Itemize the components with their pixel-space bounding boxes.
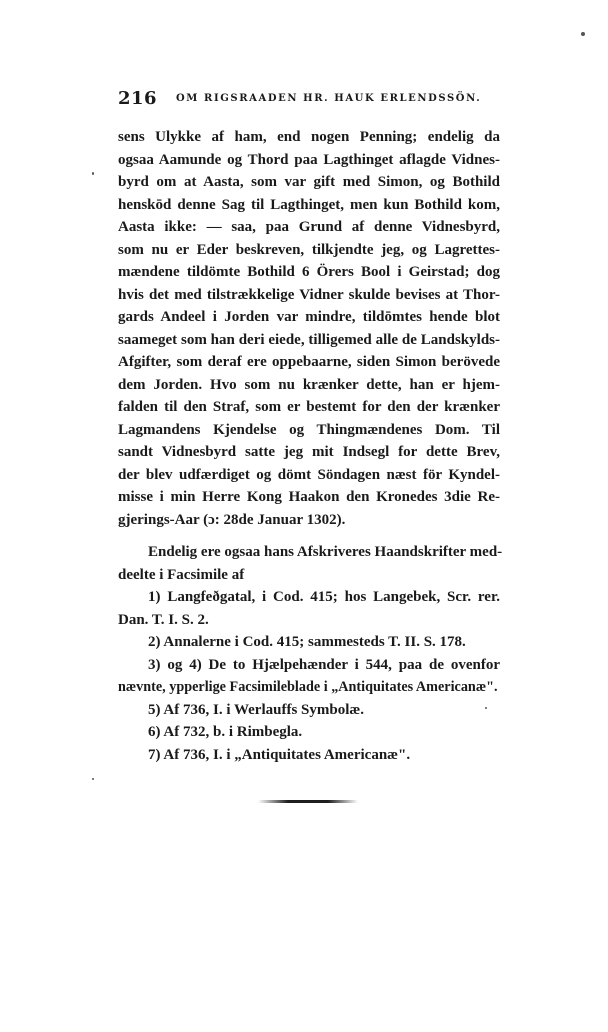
text-line: Lagmandens Kjendelse og Thingmændenes Dom. Til [118, 421, 500, 438]
running-head: OM RIGSRAADEN HR. HAUK ERLENDSSÖN. [176, 93, 482, 104]
text-line: Afgifter, som deraf ere oppebaarne, siden Simon berövede [118, 354, 500, 370]
text-line: hvis det med tilstrækkelige Vidner skulde bevises at Thor- [118, 286, 500, 303]
text-line: Endelig ere ogsaa hans Afskriveres Haandskrifter med- [148, 544, 503, 560]
paper-speck [92, 778, 94, 780]
page-number: 216 [118, 88, 158, 109]
paragraph-charter-text [118, 126, 500, 531]
text-line: misse i min Herre Kong Haakon den Kronedes 3die Re- [118, 489, 500, 505]
text-line: deelte i Facsimile af [118, 566, 245, 583]
text-line: gards Andeel i Jorden var mindre, tildōmtes hende blot [118, 309, 500, 325]
list-item: 6) Af 732, b. i Rimbegla. [148, 724, 303, 740]
text-line: Aasta ikke: — saa, paa Grund af denne Vidnesbyrd, [118, 219, 500, 235]
text-line: henskōd denne Sag til Lagthinget, men kun Bothild kom, [118, 196, 500, 213]
text-line: byrd om at Aasta, som var gift med Simon, og Bothild [118, 174, 500, 190]
text-line: dem Jorden. Hvo som nu krænker dette, han er hjem- [118, 376, 500, 393]
list-item: 7) Af 736, I. i „Antiquitates Americanæ". [148, 746, 411, 763]
text-line: saameget som han deri eiede, tilligemed alle de Landskylds- [118, 331, 500, 348]
page-header [118, 88, 500, 112]
list-item-continuation: Dan. T. I. S. 2. [118, 611, 209, 628]
text-line: mændene tildömte Bothild 6 Örers Bool i Geirstad; dog [118, 264, 500, 280]
end-rule-divider [258, 800, 358, 803]
text-line: ogsaa Aamunde og Thord paa Lagthinget aflagde Vidnes- [118, 151, 500, 168]
text-line: gjerings-Aar (ɔ: 28de Januar 1302). [118, 511, 346, 528]
text-line: sens Ulykke af ham, end nogen Penning; endelig da [118, 129, 500, 145]
paragraph-facsimile-list [118, 541, 503, 766]
paper-speck [92, 172, 94, 175]
paper-speck [485, 707, 487, 709]
text-line: som nu er Eder beskreven, tilkjendte jeg, og Lagrettes- [118, 241, 500, 258]
list-item: 3) og 4) De to Hjælpehænder i 544, paa de ovenfor [148, 656, 500, 673]
list-item: 1) Langfeðgatal, i Cod. 415; hos Langebek, Scr. rer. [148, 589, 500, 605]
paragraph-gap [118, 531, 500, 541]
text-line: sandt Vidnesbyrd satte jeg mit Indsegl for dette Brev, [118, 444, 500, 460]
body-text [118, 126, 503, 766]
paper-speck [581, 32, 585, 36]
text-line: falden til den Straf, som er bestemt for den der krænker [118, 399, 500, 415]
list-item-continuation: nævnte, ypperlige Facsimileblade i „Antiquitates Americanæ". [118, 679, 498, 695]
list-item: 2) Annalerne i Cod. 415; sammesteds T. II. S. 178. [148, 634, 466, 650]
list-item: 5) Af 736, I. i Werlauffs Symbolæ. [148, 701, 364, 718]
text-line: der blev udfærdiget og dömt Söndagen næst för Kyndel- [118, 466, 500, 483]
